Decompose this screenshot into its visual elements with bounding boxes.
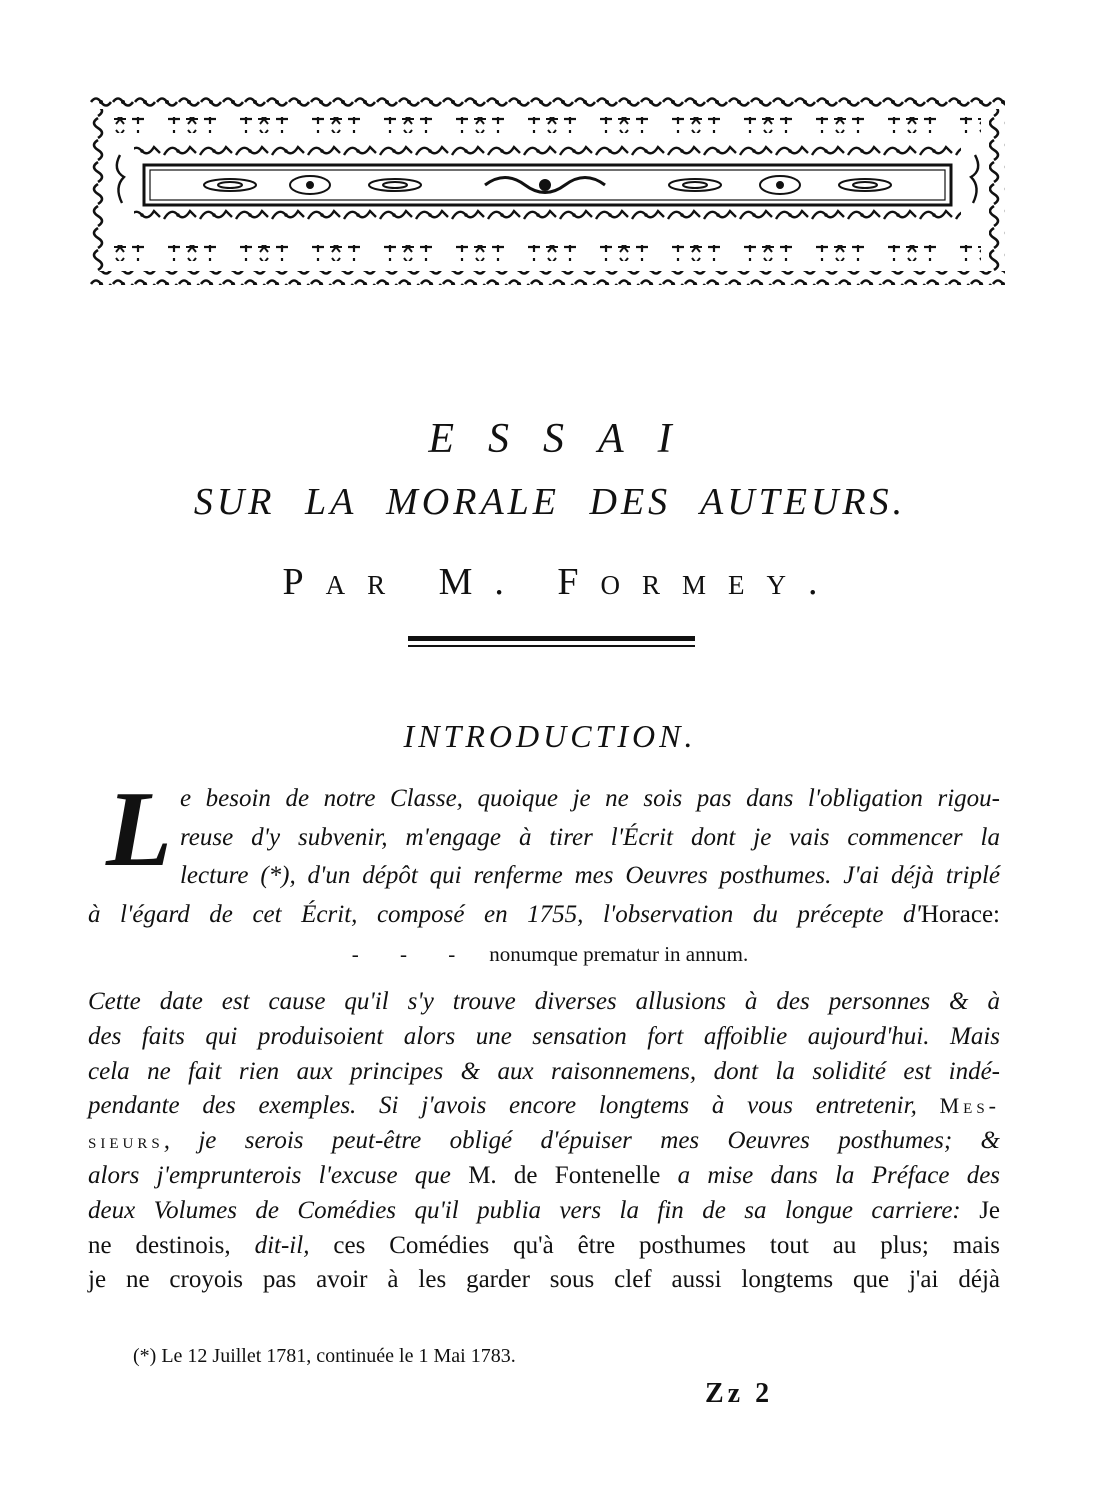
- paragraph-1-line-2: reuse d'y subvenir, m'engage à tirer l'Écrit dont je vais commencer la: [179, 823, 1000, 851]
- dit-il: dit-il,: [254, 1231, 310, 1259]
- horace-name: Horace:: [920, 900, 1000, 928]
- paragraph-2-line-4-text: pendante des exemples. Si j'avois encore longtems à vous entretenir,: [88, 1092, 917, 1120]
- title-subtitle: SUR LA MORALE DES AUTEURS.: [193, 481, 907, 523]
- latin-quotation: [0, 942, 1100, 967]
- paragraph-2-line-8: [88, 1229, 1000, 1264]
- title-essai: ESSAI: [428, 416, 706, 462]
- paragraph-2-line-8-text-a: ne destinois,: [88, 1231, 231, 1259]
- paragraph-2: [88, 985, 1000, 1298]
- paragraph-1-line-3: lecture (*), d'un dépôt qui renferme mes Oeuvres posthumes. J'ai déjà triplé: [179, 862, 1000, 889]
- paragraph-2-line-6: [88, 1159, 1000, 1194]
- paragraph-2-line-7-text: deux Volumes de Comédies qu'il publia vers la fin de sa longue carriere:: [88, 1196, 961, 1224]
- signature-mark: Zz 2: [705, 1378, 774, 1409]
- paragraph-2-line-9: je ne croyois pas avoir à les garder sous clef aussi longtems que j'ai déjà: [88, 1266, 1000, 1294]
- paragraph-1: [88, 770, 1000, 934]
- paragraph-2-line-6-text-b: a mise dans la Préface des: [677, 1161, 1001, 1189]
- paragraph-2-line-4: [88, 1089, 1000, 1124]
- paragraph-1-line-4: [88, 896, 1000, 935]
- drop-cap-letter: L: [106, 770, 172, 889]
- title-author: Par M. Formey.: [282, 561, 840, 603]
- paragraph-2-line-1: Cette date est cause qu'il s'y trouve diverses allusions à des personnes & à: [88, 988, 1000, 1015]
- title-rule-thin: [408, 645, 695, 647]
- ornament-border-graphic: [90, 95, 1005, 285]
- fontenelle-name: M. de Fontenelle: [468, 1161, 661, 1189]
- paragraph-2-line-7: [88, 1194, 1000, 1229]
- quote-start-je: Je: [979, 1196, 1001, 1224]
- ornamental-headpiece: [90, 95, 1005, 285]
- footnote: (*) Le 12 Juillet 1781, continuée le 1 Mai 1783.: [133, 1345, 516, 1367]
- paragraph-2-line-5-text: , je serois peut-être obligé d'épuiser mes Oeuvres posthumes; &: [163, 1127, 1000, 1155]
- messieurs-part-1: Mes-: [939, 1093, 1000, 1119]
- paragraph-1-line-1: e besoin de notre Classe, quoique je ne sois pas dans l'obligation rigou-: [179, 785, 1000, 812]
- paragraph-2-line-2: des faits qui produisoient alors une sensation fort affoiblie aujourd'hui. Mais: [88, 1022, 1000, 1050]
- quote-dashes: - - -: [351, 942, 474, 966]
- paragraph-2-line-3: cela ne fait rien aux principes & aux raisonnemens, dont la solidité est indé-: [88, 1057, 1000, 1085]
- paragraph-2-line-6-text-a: alors j'emprunterois l'excuse que: [88, 1161, 451, 1189]
- paragraph-2-line-5: [88, 1124, 1000, 1159]
- paragraph-1-line-4-text: à l'égard de cet Écrit, composé en 1755, l'observation du précepte d': [88, 900, 921, 928]
- title-rule-thick: [408, 636, 695, 641]
- messieurs-part-2: sieurs: [88, 1128, 164, 1154]
- paragraph-2-line-8-text-b: ces Comédies qu'à être posthumes tout au plus; mais: [333, 1231, 1000, 1259]
- quote-text: nonumque prematur in annum.: [489, 942, 749, 966]
- introduction-heading: INTRODUCTION.: [403, 718, 697, 754]
